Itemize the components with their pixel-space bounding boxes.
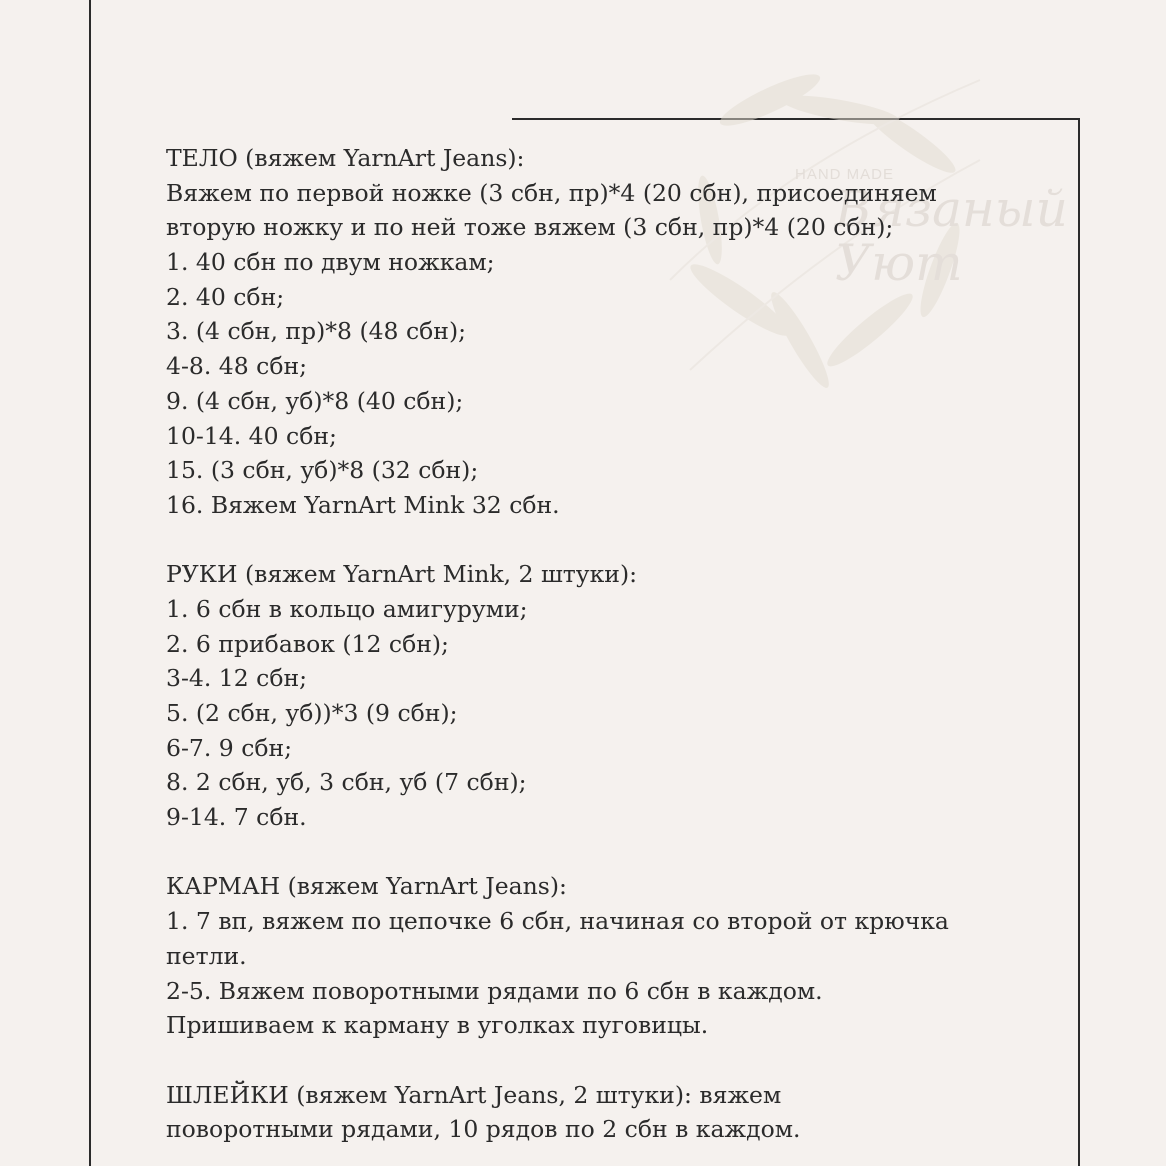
section-gap bbox=[166, 1043, 1046, 1078]
pattern-line: 5. (2 сбн, уб))*3 (9 сбн); bbox=[166, 699, 458, 727]
pattern-line: 2. 40 сбн; bbox=[166, 282, 285, 311]
pattern-line: 15. (3 сбн, уб)*8 (32 сбн); bbox=[166, 456, 479, 485]
watermark-script-line2: Уют bbox=[835, 234, 963, 292]
pattern-line: вторую ножку и по ней тоже вяжем (3 сбн, пр)*4 (20 сбн); bbox=[166, 213, 894, 242]
pattern-line: поворотными рядами, 10 рядов по 2 сбн в каждом. bbox=[166, 1115, 801, 1144]
pattern-line: 2-5. Вяжем поворотными рядами по 6 сбн в каждом. bbox=[166, 976, 823, 1005]
section-heading-pocket: КАРМАН (вяжем YarnArt Jeans): bbox=[166, 872, 567, 901]
pattern-line: Пришиваем к карману в уголках пуговицы. bbox=[166, 1011, 709, 1040]
section-heading-arms: РУКИ (вяжем YarnArt Mink, 2 штуки): bbox=[166, 560, 638, 589]
section-heading-straps: ШЛЕЙКИ (вяжем YarnArt Jeans, 2 штуки): вяжем bbox=[166, 1080, 782, 1109]
frame-right-border bbox=[1078, 118, 1080, 1166]
pattern-line: 2. 6 прибавок (12 сбн); bbox=[166, 629, 449, 658]
watermark-script-line1: Вязаный bbox=[835, 180, 1068, 238]
pattern-line: Вяжем по первой ножке (3 сбн, пр)*4 (20 сбн), присоединяем bbox=[166, 178, 937, 207]
pattern-line: 16. Вяжем YarnArt Mink 32 сбн. bbox=[166, 490, 560, 519]
frame-left-border bbox=[89, 0, 91, 1166]
pattern-text bbox=[166, 141, 1046, 1147]
pattern-line: 1. 6 сбн в кольцо амигуруми; bbox=[166, 594, 528, 623]
pattern-line: 10-14. 40 сбн; bbox=[166, 421, 337, 450]
pattern-line: 6-7. 9 сбн; bbox=[166, 733, 293, 762]
section-gap bbox=[166, 523, 1046, 558]
pattern-line: 8. 2 сбн, уб, 3 сбн, уб (7 сбн); bbox=[166, 768, 527, 797]
pattern-line: 3-4. 12 сбн; bbox=[166, 664, 308, 693]
section-heading-body: ТЕЛО (вяжем YarnArt Jeans): bbox=[166, 144, 525, 172]
pattern-line: 4-8. 48 сбн; bbox=[166, 352, 308, 381]
pattern-line: 9-14. 7 сбн. bbox=[166, 803, 307, 832]
pattern-line: 9. (4 сбн, уб)*8 (40 сбн); bbox=[166, 386, 464, 415]
pattern-line: 1. 40 сбн по двум ножкам; bbox=[166, 248, 495, 277]
pattern-line: 3. (4 сбн, пр)*8 (48 сбн); bbox=[166, 317, 467, 346]
pattern-line: петли. bbox=[166, 941, 247, 970]
section-gap bbox=[166, 835, 1046, 870]
pattern-line: 1. 7 вп, вяжем по цепочке 6 сбн, начиная со второй от крючка bbox=[166, 907, 949, 936]
watermark-handmade-text: HAND MADE bbox=[795, 166, 895, 183]
